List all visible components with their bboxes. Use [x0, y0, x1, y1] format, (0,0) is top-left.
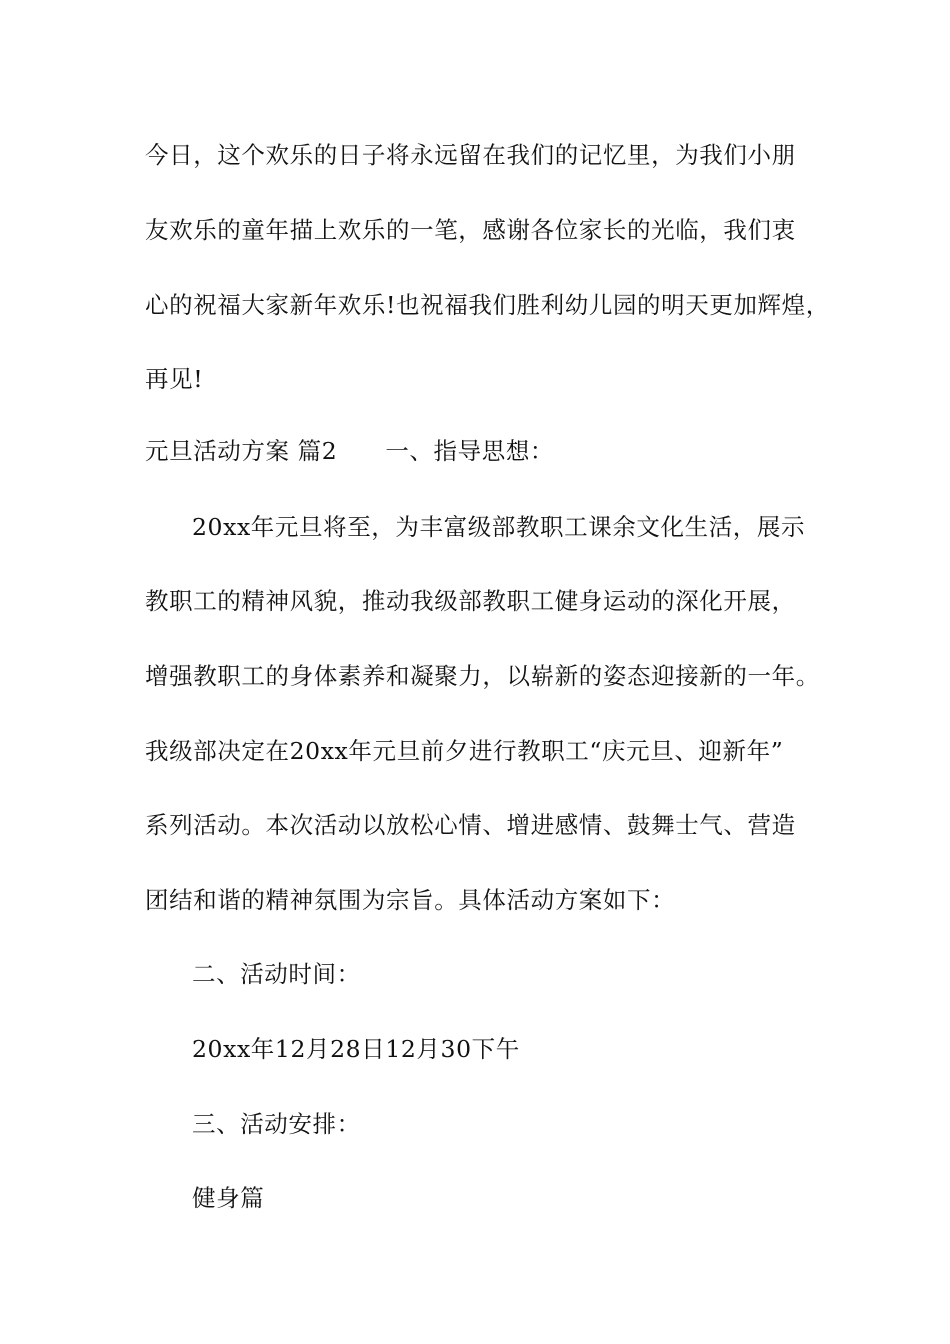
paragraph-line: 系列活动。本次活动以放松心情、增进感情、鼓舞士气、营造 — [145, 811, 796, 839]
text-line: 再见! — [145, 365, 204, 393]
paragraph-line: 增强教职工的身体素养和凝聚力，以崭新的姿态迎接新的一年。 — [145, 662, 820, 690]
time-value: 20xx年12月28日12月30下午 — [192, 1035, 520, 1063]
section-heading: 一、指导思想： — [385, 437, 555, 465]
paragraph-line: 20xx年元旦将至，为丰富级部教职工课余文化生活，展示 — [192, 513, 806, 541]
paragraph-line: 团结和谐的精神氛围为宗旨。具体活动方案如下： — [145, 886, 676, 914]
paragraph-line: 我级部决定在20xx年元旦前夕进行教职工“庆元旦、迎新年” — [145, 737, 784, 765]
section-heading: 三、活动安排： — [192, 1110, 361, 1138]
text-line: 友欢乐的童年描上欢乐的一笔，感谢各位家长的光临，我们衷 — [145, 216, 796, 244]
text-line: 心的祝福大家新年欢乐!也祝福我们胜利幼儿园的明天更加辉煌， — [145, 291, 830, 319]
sub-heading: 健身篇 — [192, 1184, 265, 1212]
section-heading-line — [145, 436, 554, 466]
article-title: 元旦活动方案 篇2 — [145, 437, 338, 465]
section-heading: 二、活动时间： — [192, 960, 361, 988]
paragraph-line: 教职工的精神风貌，推动我级部教职工健身运动的深化开展， — [145, 587, 796, 615]
text-line: 今日，这个欢乐的日子将永远留在我们的记忆里，为我们小朋 — [145, 141, 796, 169]
